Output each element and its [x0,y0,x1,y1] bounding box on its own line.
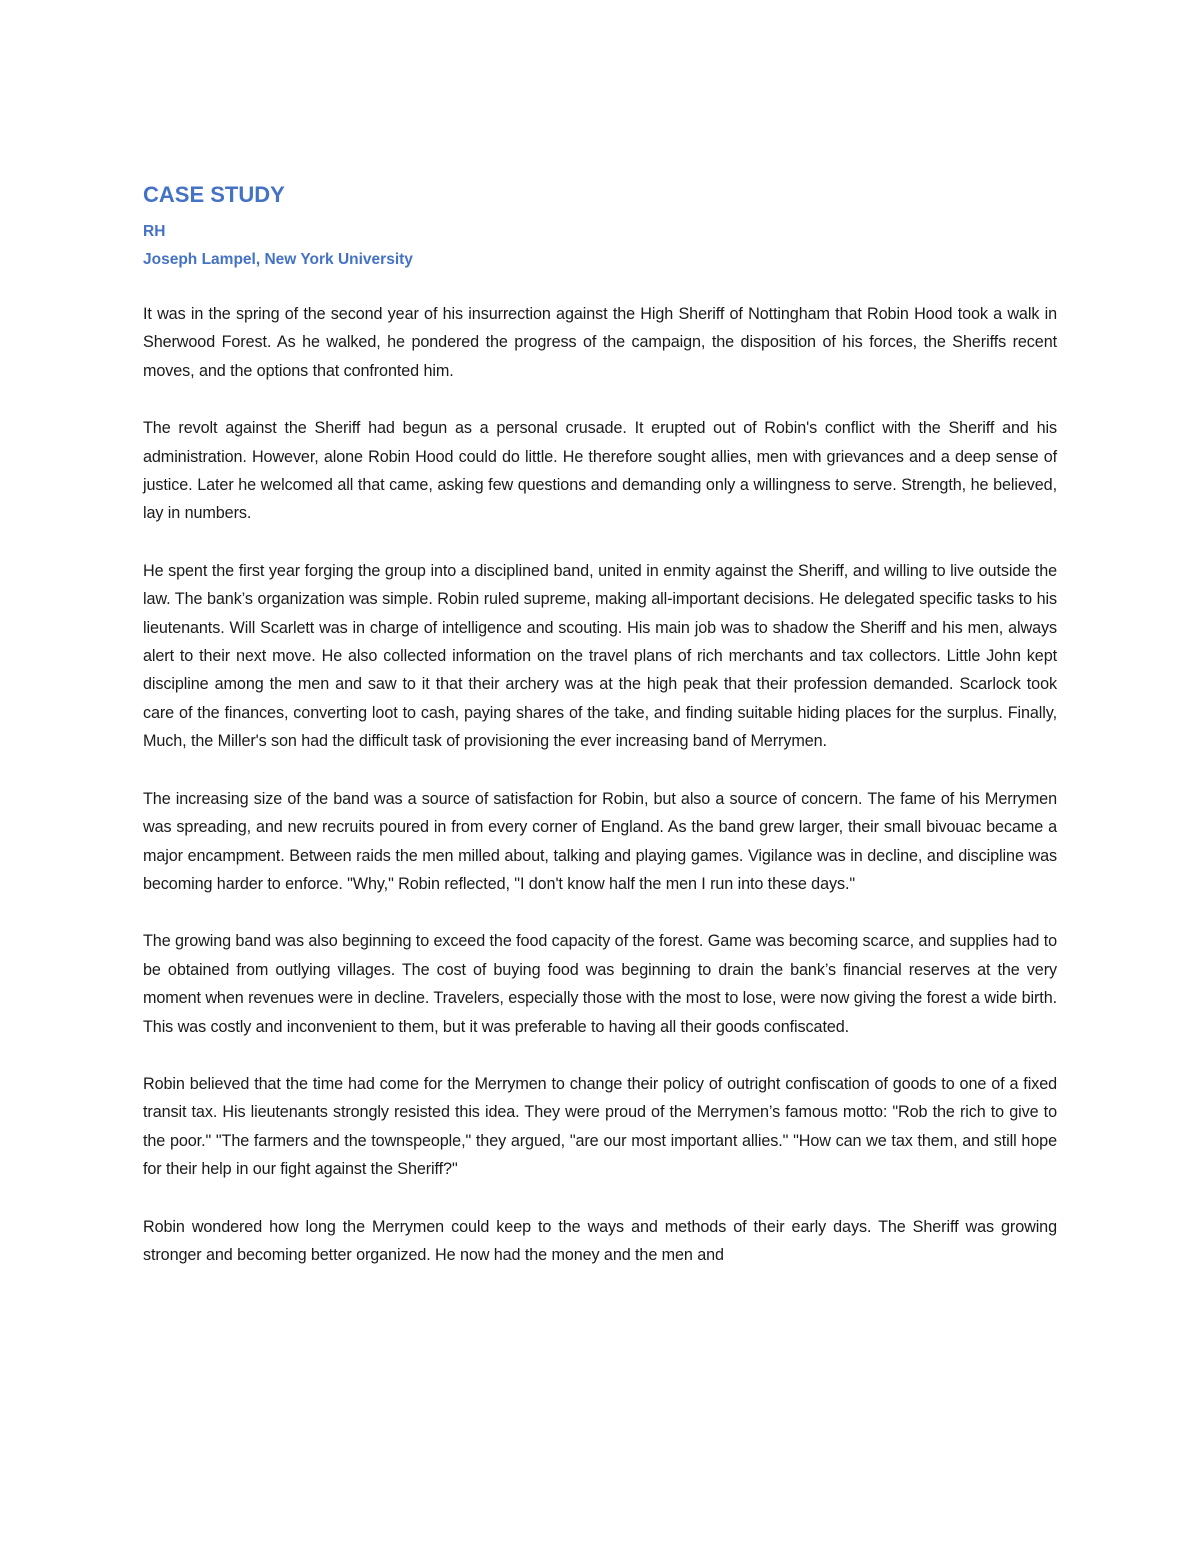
paragraph: He spent the first year forging the group into a disciplined band, united in enmity against the Sheriff, and willing to live outside the law. The bank’s organization was simple. Robin ruled supreme, making all-important decisions. He delegated specific tasks to his lieutenants. Will Scarlett was in charge of intelligence and scouting. His main job was to shadow the Sheriff and his men, always alert to their next move. He also collected information on the travel plans of rich merchants and tax collectors. Little John kept discipline among the men and saw to it that their archery was at the high peak that their profession demanded. Scarlock took care of the finances, converting loot to cash, paying shares of the take, and finding suitable hiding places for the surplus. Finally, Much, the Miller's son had the difficult task of provisioning the ever increasing band of Merrymen. [143,561,1057,751]
paragraph: Robin wondered how long the Merrymen could keep to the ways and methods of their early days. The Sheriff was growing stronger and becoming better organized. He now had the money and the men and [143,1217,1057,1264]
document-page [143,180,1057,1298]
paragraph: The increasing size of the band was a source of satisfaction for Robin, but also a source of concern. The fame of his Merrymen was spreading, and new recruits poured in from every corner of England. As the band grew larger, their small bivouac became a major encampment. Between raids the men milled about, talking and playing games. Vigilance was in decline, and discipline was becoming harder to enforce. "Why," Robin reflected, "I don't know half the men I run into these days." [143,789,1057,893]
document-title: CASE STUDY [143,182,285,207]
paragraph: The growing band was also beginning to exceed the food capacity of the forest. Game was becoming scarce, and supplies had to be obtained from outlying villages. The cost of buying food was beginning to drain the bank’s financial reserves at the very moment when revenues were in decline. Travelers, especially those with the most to lose, were now giving the forest a wide birth. This was costly and inconvenient to them, but it was preferable to having all their goods confiscated. [143,932,1057,1036]
paragraph: The revolt against the Sheriff had begun as a personal crusade. It erupted out of Robin's conflict with the Sheriff and his administration. However, alone Robin Hood could do little. He therefore sought allies, men with grievances and a deep sense of justice. Later he welcomed all that came, asking few questions and demanding only a willingness to serve. Strength, he believed, lay in numbers. [143,419,1057,523]
paragraph: Robin believed that the time had come for the Merrymen to change their policy of outright confiscation of goods to one of a fixed transit tax. His lieutenants strongly resisted this idea. They were proud of the Merrymen’s famous motto: "Rob the rich to give to the poor." "The farmers and the townspeople," they argued, "are our most important allies." "How can we tax them, and still hope for their help in our fight against the Sheriff?" [143,1074,1057,1179]
document-subtitle: RH [143,223,166,240]
paragraph: It was in the spring of the second year of his insurrection against the High Sheriff of Nottingham that Robin Hood took a walk in Sherwood Forest. As he walked, he pondered the progress of the campaign, the disposition of his forces, the Sheriffs recent moves, and the options that confronted him. [143,305,1057,380]
document-author: Joseph Lampel, New York University [143,251,413,268]
